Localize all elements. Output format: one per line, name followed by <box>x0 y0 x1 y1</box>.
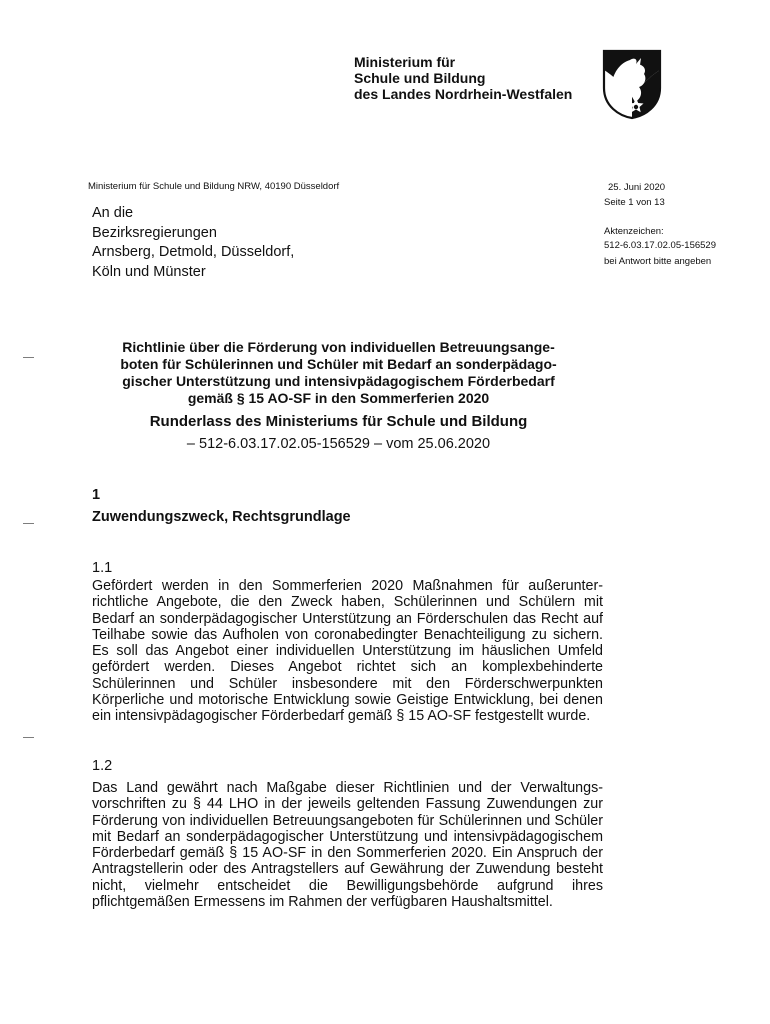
ministry-line-3: des Landes Nordrhein-Westfalen <box>354 86 573 102</box>
fold-mark <box>23 357 34 358</box>
document-title <box>95 339 582 407</box>
title-line-1: Richtlinie über die Förderung von individuellen Betreuungsange- <box>122 339 555 355</box>
addressee-line-1: An die <box>92 205 134 221</box>
reference-label: Aktenzeichen: <box>604 226 664 237</box>
title-line-3: gischer Unterstützung und intensivpädagogischem Förderbedarf <box>122 373 555 389</box>
addressee-block <box>92 204 294 282</box>
addressee-line-3: Arnsberg, Detmold, Düsseldorf, <box>92 244 295 260</box>
title-line-2: boten für Schülerinnen und Schüler mit Bedarf an sonderpädago- <box>120 356 557 372</box>
punch-mark <box>23 523 34 524</box>
page-count: Seite 1 von 13 <box>604 197 665 208</box>
paragraph-number: 1.2 <box>92 758 113 774</box>
title-line-4: gemäß § 15 AO-SF in den Sommerferien 2020 <box>187 390 490 406</box>
ministry-line-1: Ministerium für <box>354 54 456 70</box>
nrw-coat-of-arms-icon <box>601 48 663 120</box>
document-reference: – 512-6.03.17.02.05-156529 – vom 25.06.2020 <box>186 436 491 452</box>
reference-note: bei Antwort bitte angeben <box>604 256 712 267</box>
reference-number: 512-6.03.17.02.05-156529 <box>604 240 716 251</box>
document-subtitle: Runderlass des Ministeriums für Schule und Bildung <box>149 413 528 430</box>
paragraph-text: Das Land gewährt nach Maßgabe dieser Richtlinien und der Verwaltungsvorschriften zu § 44 LHO in der jeweils geltenden Fassung Zuwendungen zur Förderung von individuellen Betreuungsangeboten für Schülerinnen und Schüler mit Bedarf an sonderpädagogischer Unterstützung und intensivpädagogischem Förderbedarf gemäß § 15 AO-SF in den Sommerferien 2020. Ein Anspruch der Antragstellerin oder des Antragstellers auf Gewährung der Zuwendung besteht nicht, vielmehr entscheidet die Bewilligungsbehörde aufgrund ihres pflichtgemäßen Ermessens im Rahmen der verfügbaren Haushaltsmittel. <box>92 780 603 910</box>
paragraph-text: Gefördert werden in den Sommerferien 2020 Maßnahmen für außerunterrichtliche Angebote, die den Zweck haben, Schülerinnen und Schülern mit Bedarf an sonderpädagogischer Unterstützung an Förderschulen das Recht auf Teilhabe sowie das Aufholen von coronabedingter Benachteiligung zu sichern. Es soll das Angebot einer individuellen Unterstützung im häuslichen Umfeld gefördert werden. Dieses Angebot richtet sich an komplexbehinderte Schülerinnen und Schüler insbesondere mit den Förderschwerpunkten Körperliche und motorische Entwicklung sowie Geistige Entwicklung, bei denen ein intensivpädagogischer Förderbedarf gemäß § 15 AO-SF festgestellt wurde. <box>92 578 603 724</box>
ministry-name <box>354 54 572 102</box>
section-number: 1 <box>92 487 101 503</box>
addressee-line-2: Bezirksregierungen <box>92 224 217 241</box>
sender-address: Ministerium für Schule und Bildung NRW, 40190 Düsseldorf <box>88 181 340 192</box>
letter-date: 25. Juni 2020 <box>608 182 666 193</box>
fold-mark <box>23 737 34 738</box>
section-heading: Zuwendungszweck, Rechtsgrundlage <box>92 509 351 525</box>
paragraph-number: 1.1 <box>92 560 113 576</box>
addressee-line-4: Köln und Münster <box>92 263 206 280</box>
ministry-line-2: Schule und Bildung <box>354 70 486 86</box>
